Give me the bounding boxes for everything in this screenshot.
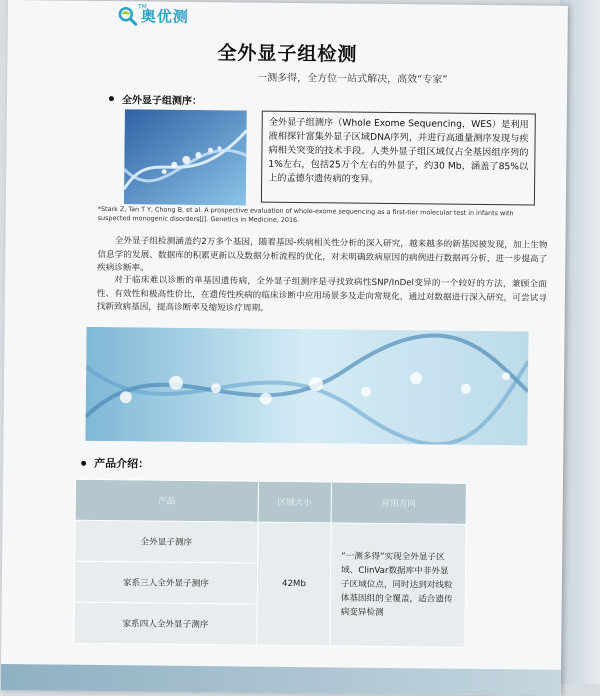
column-header: 区域大小 xyxy=(258,481,331,523)
page-subtitle: 一测多得，全方位一站式解决，高效“专家” xyxy=(257,72,448,86)
trademark-mark: TM xyxy=(137,3,147,11)
section-heading-wes xyxy=(109,91,202,107)
section-heading-text: 产品介绍： xyxy=(94,456,150,471)
citation: *Stark Z, Tan T Y, Chong B, et al. A prospective evaluation of whole-exome sequencing as a first-tier molecular test in infants with suspected monogenic disorders[J]. Genetics in Medicine, 2016. xyxy=(97,204,514,225)
table-header-row xyxy=(75,479,466,524)
brand-logo xyxy=(118,5,189,27)
region-size-cell: 42Mb xyxy=(257,522,331,646)
column-header: 产品 xyxy=(75,479,258,522)
brand-name: 奥优测 xyxy=(140,7,189,26)
product-cell: 家系三人全外显子测序 xyxy=(74,561,257,604)
dna-banner-image xyxy=(85,327,528,446)
bullet-icon xyxy=(81,460,86,465)
table-row xyxy=(75,520,466,565)
body-paragraph-1: 全外显子组检测涵盖约2万多个基因，随着基因-疾病相关性分析的深入研究，越来越多的新基因被发现，加上生物信息学的发展、数据库的积累更新以及数据分析流程的优化，对未明确致病原因的病例进行数据再分析，进一步提高了疾病诊断率。 xyxy=(97,236,548,274)
section-heading-products xyxy=(81,455,149,472)
document-page xyxy=(1,0,568,696)
bullet-icon xyxy=(109,96,114,101)
body-paragraph-2: 对于临床难以诊断的单基因遗传病，全外显子组测序是寻找致病性SNP/InDel变异的一个较好的方法，兼顾全面性、有效性和极高性价比，在遗传性疾病的临床诊断中应用场景多及走向常规化，通过对数据进行深入研究，可尝试寻找新致病基因，提高诊断率及缩短诊疗周期。 xyxy=(96,275,548,314)
product-cell: 全外显子测序 xyxy=(75,520,258,563)
product-table xyxy=(73,479,467,648)
column-header: 应用方向 xyxy=(331,482,466,524)
page-title: 全外显子组检测 xyxy=(217,42,358,66)
magnifier-logo-icon xyxy=(118,6,138,26)
dna-illustration-small xyxy=(124,109,247,205)
section-heading-text: 全外显子组测序： xyxy=(121,95,203,108)
wes-intro-box: 全外显子组测序（Whole Exome Sequencing，WES）是利用液相探针富集外显子区域DNA序列，并进行高通量测序发现与疾病相关突变的技术手段。人类外显子组区域仅占全基因组序列的1%左右，包括25万个左右的外显子，约30 Mb，涵盖了85%以上的孟德尔遗传病的变异。 xyxy=(261,111,536,206)
application-cell: “一测多得”实现全外显子区域、ClinVar数据库中非外显子区域位点，同时达到对线粒体基因组的全覆盖，适合遗传病变异检测 xyxy=(330,523,466,647)
footer-strip xyxy=(1,664,561,696)
product-cell: 家系四人全外显子测序 xyxy=(74,602,257,645)
